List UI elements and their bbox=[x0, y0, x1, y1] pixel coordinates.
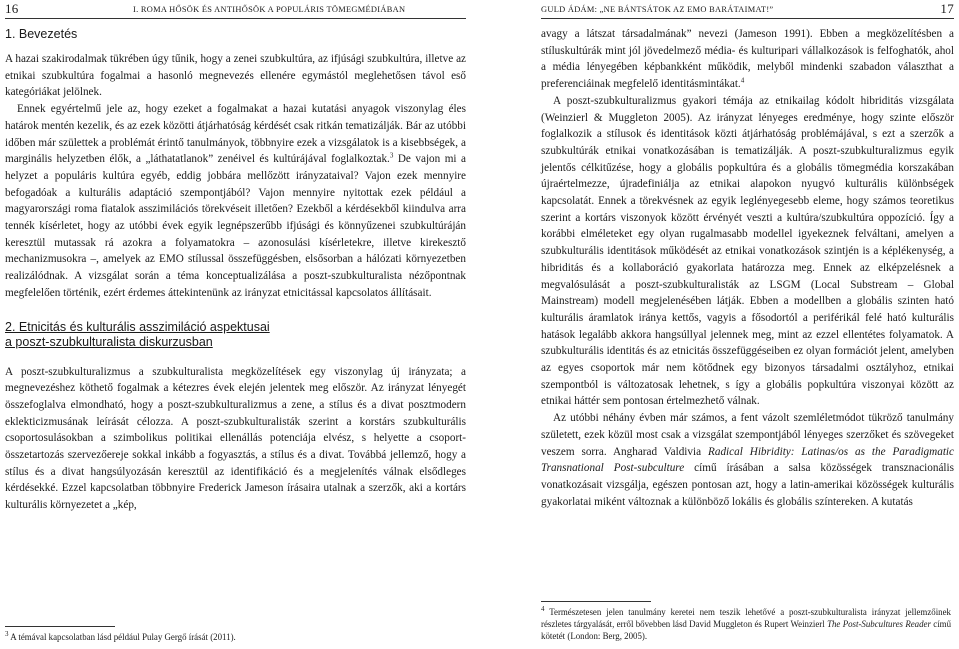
left-paragraph-3: A poszt-szubkulturalizmus a szubkulturalista megközelítések egy viszonylag új irányzata; a megnevezéshez köthető fogalmak a kétezres évek elején jelentek meg először. Az irányzat lényegét összefoglalva elmondható, hogy a poszt-szubkulturalizmus a zene, a stílus és a divat posztmodern eklekticizmusának leírását célozza. A poszt-szubkulturalisták szerint a korstárs szubkulturális csoportosulásokban a szimbolikus politikai ellenállás potenciája elvész, s helyette a csoport-összetartozás szervezőereje sokkal inkább a fogyasztás, a stílus és a divat. Továbbá jellemző, hogy a stílus és a divat hangsúlyozásán keresztül az identifikáció és a megjelenítés válnak elsődleges kérdésekké. Ezzel kapcsolatban többnyire Frederick Jameson írásaira utalnak a szerzők, aki a kortárs kulturális környezetet a „kép, bbox=[5, 365, 466, 512]
left-running-head-title: I. ROMA HŐSÖK ÉS ANTIHŐSÖK A POPULÁRIS TÖMEGMÉDIÁBAN bbox=[133, 5, 406, 14]
footnote-4-number: 4 bbox=[541, 605, 545, 614]
right-running-head-title: GULD ÁDÁM: „NE BÁNTSÁTOK AZ EMO BARÁTAIMAT!” bbox=[541, 5, 774, 14]
right-footnote-rule bbox=[541, 601, 651, 602]
valdivia-title: Radical Hibridity: Latinas/os as the Paradigmatic Transnational Post-subculture bbox=[541, 445, 954, 475]
footnote-ref-4: 4 bbox=[740, 76, 745, 85]
right-page-number: 17 bbox=[940, 1, 954, 16]
section2-heading-line1: 2. Etnicitás és kulturális asszimiláció aspektusai bbox=[5, 319, 270, 334]
left-paragraph-2 bbox=[5, 101, 466, 301]
left-page bbox=[0, 0, 474, 649]
left-paragraph-2-part-a: Ennek egyértelmű jele az, hogy ezeket a fogalmakat a hazai kutatási anyagok viszonylag éles határok mentén kezelik, és az ezek közötti átjárhatóság kérdését csak ritkán tematizálják. Bár az utóbbi időben már születtek a problémát érintő tanulmányok, többnyire ezek a vizsgálatok is a kisebbségek, a marginális helyzetben élők, a „láthatatlanok” zenéivel és kultúrájával foglalkoztak. bbox=[5, 103, 466, 166]
right-page bbox=[484, 0, 959, 649]
right-paragraph-1-text: avagy a látszat társadalmának” nevezi (Jameson 1991). Ebben a megközelítésben a stíluskultúrák mint jól jövedelmező média- és kulturipari vállalkozások is felfoghatók, ahol a média lényegében képbankként működik, melyből mindenki szabadon választhat a preferenciáinak megfelelő identitásmintákat. bbox=[541, 28, 954, 91]
footnote-4 bbox=[541, 606, 951, 642]
section2-heading-line2: a poszt-szubkulturalista diskurzusban bbox=[5, 334, 213, 349]
left-paragraph-1: A hazai szakirodalmak tükrében úgy tűnik, hogy a zenei szubkultúra, az ifjúsági szubkultúra, illetve az etnikai szubkultúra fogalmai a hasonló megnevezés ellenére egymástól meglehetősen távol eső kategóriákat jelölnek. bbox=[5, 53, 466, 99]
footnote-4-text-b: című kötetét (London: Berg, 2005). bbox=[541, 619, 952, 641]
left-page-number: 16 bbox=[5, 1, 19, 16]
footnote-3-number: 3 bbox=[5, 630, 9, 639]
footnote-4-book-title: The Post-Subcultures Reader bbox=[827, 619, 931, 629]
right-paragraph-1 bbox=[541, 26, 954, 93]
left-paragraph-2-part-b: De vajon mi a helyzet a populáris kultúra egyéb, eddig jobbára mellőzött irányzataival? Vajon ezek mennyire befogadóak a kulturális adaptáció szempontjából? Vajon mennyire nyitottak ezek például a magyarországi roma fiatalok asszimilációs törekvéseit illetően? Ezekből a kérdésekből kiindulva arra tennék kísérletet, hogy az utóbbi évek egyik legnépszerűbb ifjúsági és könnyűzenei szubkultúráján keresztül mutassak rá azokra a folyamatokra – azonosulási kísérletekre, illetve kirekesztő mechanizmusokra –, amelyek az EMO stílussal összefüggésben, elsősorban a hálózati környezetben realizálódnak. A vizsgálat során a téma konceptualizálása a poszt-szubkulturalista nézőpontnak megfelelően történik, ezért érdemes áttekintenünk az irányzat etnicitással kapcsolatos állításait. bbox=[5, 153, 466, 299]
right-paragraph-3 bbox=[541, 410, 954, 510]
left-footnote-rule bbox=[5, 626, 115, 627]
footnote-3-text: A témával kapcsolatban lásd például Pulay Gergő írását (2011). bbox=[10, 632, 236, 642]
footnote-3 bbox=[5, 631, 465, 643]
left-running-header bbox=[5, 2, 466, 19]
right-running-header bbox=[541, 2, 954, 19]
footnote-4-text-a: Természetesen jelen tanulmány keretei nem teszik lehetővé a poszt-szubkulturalista irányzat jellemzőinek részletes tárgyalását, erről bővebben lásd David Muggleton és Rupert Weinzierl bbox=[541, 607, 951, 629]
right-paragraph-3-part-a: Az utóbbi néhány évben már számos, a fent vázolt szemléletmódot tükröző tanulmány született, ezek közül most csak a vizsgálat szempontjából lényeges szerzőket és szövegeket veszem sorra. Angharad Valdivia bbox=[541, 412, 954, 458]
section2-heading bbox=[5, 320, 466, 350]
right-paragraph-3-part-b: című írásában a salsa közösségek transznacionális vonatkozásait vizsgálja, egészen pontosan azt, hogy a latin-amerikai közösségek kulturális gyakorlatai miként változnak a különböző lokális és globális színtereken. A kutatás bbox=[541, 462, 954, 508]
right-paragraph-2: A poszt-szubkulturalizmus gyakori témája az etnikailag kódolt hibriditás vizsgálata (Weinzierl & Muggleton 2005). Az irányzat lényeges eredménye, hogy szinte először foglalkozik a stílusok és identitások közti átjárhatóság problémájával, s ezt a szerzők a szubkultúrák etnikai vonatkozásában is tematizálják. A poszt-szubkulturalizmus egyik jelentős célkitűzése, hogy a globális popkultúra és a globális tömegmédia korszakában újraértelmezze, újradefiniálja az etnikai alapokon nyugvó kulturális különbségek kapcsolatát. Ennek a törekvésnek az egyik leglényegesebb eleme, hogy számos teoretikus szerint a kortárs viszonyok között érvényét veszti a kultúra/szubkultúra oppozíció. Így a korábbi elméleteket egy olyan rugalmasabb modellel igyekeznek felváltani, amelyen a szubkulturális identitások működését az etnikai vonatkozások szintjén is a képlékenység, a hibriditás és a kollaboráció gyakorlata határozza meg. Ennek az elképzelésnek a megvalósulását a poszt-szubkulturalisták az LSGM (Local Substream – Global Mainstream) modell megjelenésében látják. Ebben a modellben a globális szinten ható kulturális áramlatok iránya kettős, vagyis a fősodortól a periférikál felé ható kulturális hatások legalább akkora hangsúllyal jelennek meg, mint az ezzel ellentétes folyamatok. A szubkulturális identitás és az etnicitás összefüggéseiben ez olyan formációt jelent, amelyben az egyes csoportok már nem kötődnek egy bizonyos társadalmi osztályhoz, etnikai szempontból is változatosak lehetnek, s így a globális popkultúra viszonyai között az etnikai háttér sem pontosan értelmezhető válnak. bbox=[541, 94, 954, 408]
section1-heading: 1. Bevezetés bbox=[5, 27, 78, 41]
footnote-ref-3: 3 bbox=[389, 151, 394, 160]
